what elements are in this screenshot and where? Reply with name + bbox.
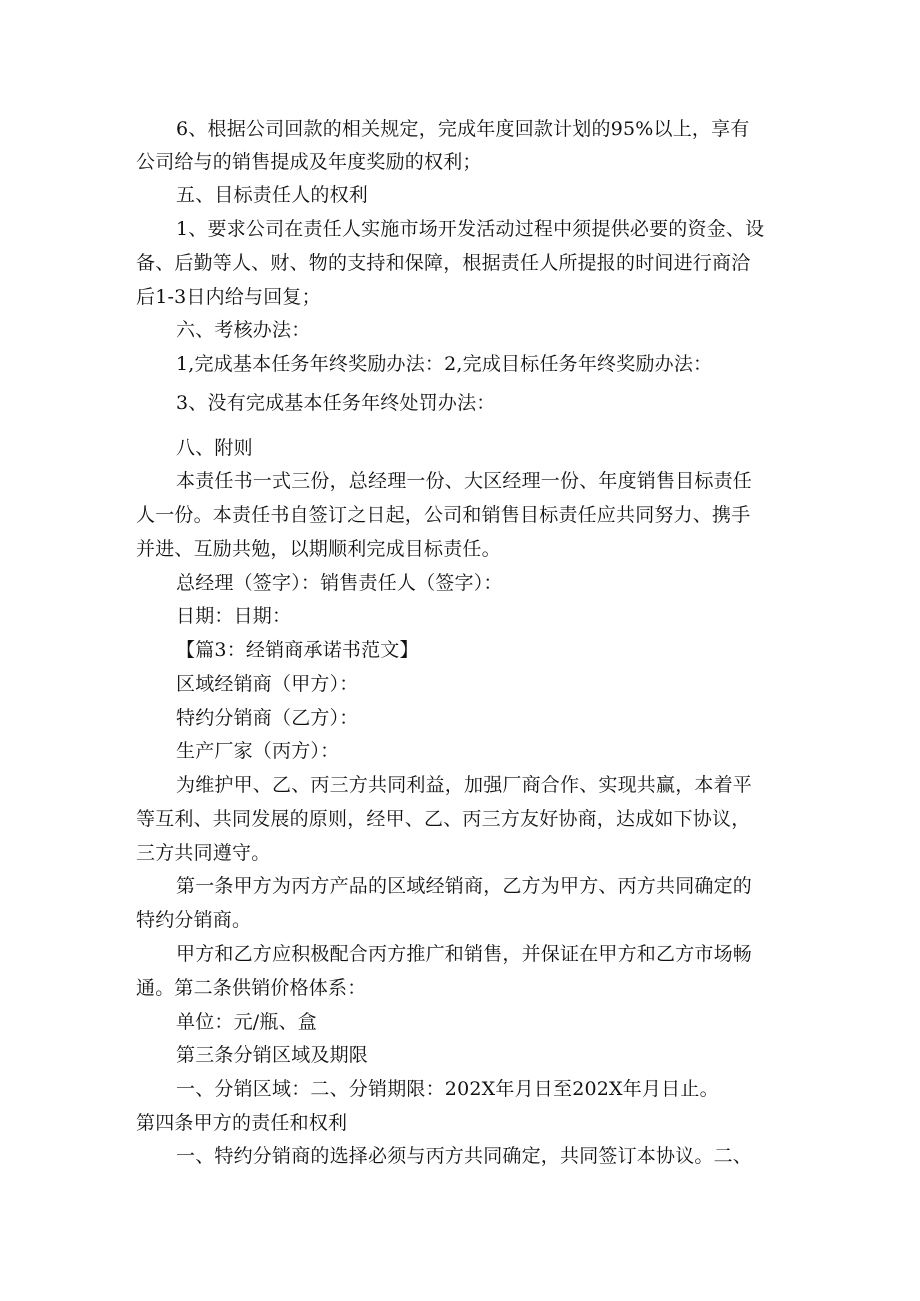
article-heading: 第四条甲方的责任和权利 [136, 1112, 348, 1134]
text-line: 1,完成基本任务年终奖励办法：2,完成目标任务年终奖励办法： [176, 353, 713, 375]
text-line: 备、后勤等人、财、物的支持和保障，根据责任人所提报的时间进行商洽 [136, 252, 751, 274]
date-line: 日期：日期： [176, 605, 292, 627]
article-heading: 第三条分销区域及期限 [176, 1044, 369, 1066]
section-heading: 五、目标责任人的权利 [176, 184, 369, 206]
text-line: 通。第二条供销价格体系： [136, 977, 367, 999]
text-line: 1、要求公司在责任人实施市场开发活动过程中须提供必要的资金、设 [176, 218, 765, 240]
text-line: 人一份。本责任书自签订之日起，公司和销售目标责任应共同努力、携手 [136, 504, 751, 526]
party-line: 特约分销商（乙方）： [176, 707, 359, 729]
text-line: 一、特约分销商的选择必须与丙方共同确定，共同签订本协议。二、 [176, 1145, 753, 1167]
text-line: 甲方和乙方应积极配合丙方推广和销售，并保证在甲方和乙方市场畅 [176, 943, 753, 965]
text-line: 3、没有完成基本任务年终处罚办法： [176, 392, 496, 414]
text-line: 6、根据公司回款的相关规定，完成年度回款计划的95%以上，享有 [176, 118, 750, 140]
text-line: 为维护甲、乙、丙三方共同利益，加强厂商合作、实现共赢，本着平 [176, 774, 753, 796]
party-line: 生产厂家（丙方）： [176, 740, 340, 762]
text-line: 特约分销商。 [136, 909, 252, 931]
text-line: 第一条甲方为丙方产品的区域经销商，乙方为甲方、丙方共同确定的 [176, 875, 753, 897]
section-heading: 六、考核办法： [176, 319, 311, 341]
signature-line: 总经理（签字）：销售责任人（签字）： [176, 572, 503, 594]
text-line: 三方共同遵守。 [136, 842, 271, 864]
text-line: 后1-3日内给与回复； [136, 286, 321, 308]
chapter-heading: 【篇3：经销商承诺书范文】 [176, 639, 419, 661]
text-line: 公司给与的销售提成及年度奖励的权利； [136, 151, 482, 173]
text-line: 并进、互励共勉，以期顺利完成目标责任。 [136, 538, 501, 560]
party-line: 区域经销商（甲方）： [176, 673, 359, 695]
text-line: 等互利、共同发展的原则，经甲、乙、丙三方友好协商，达成如下协议， [136, 808, 751, 830]
section-heading: 八、附则 [176, 437, 253, 459]
text-line: 单位：元/瓶、盒 [176, 1011, 318, 1033]
text-line: 一、分销区域：二、分销期限：202X年月日至202X年月日止。 [176, 1078, 719, 1100]
text-line: 本责任书一式三份，总经理一份、大区经理一份、年度销售目标责任 [176, 470, 753, 492]
